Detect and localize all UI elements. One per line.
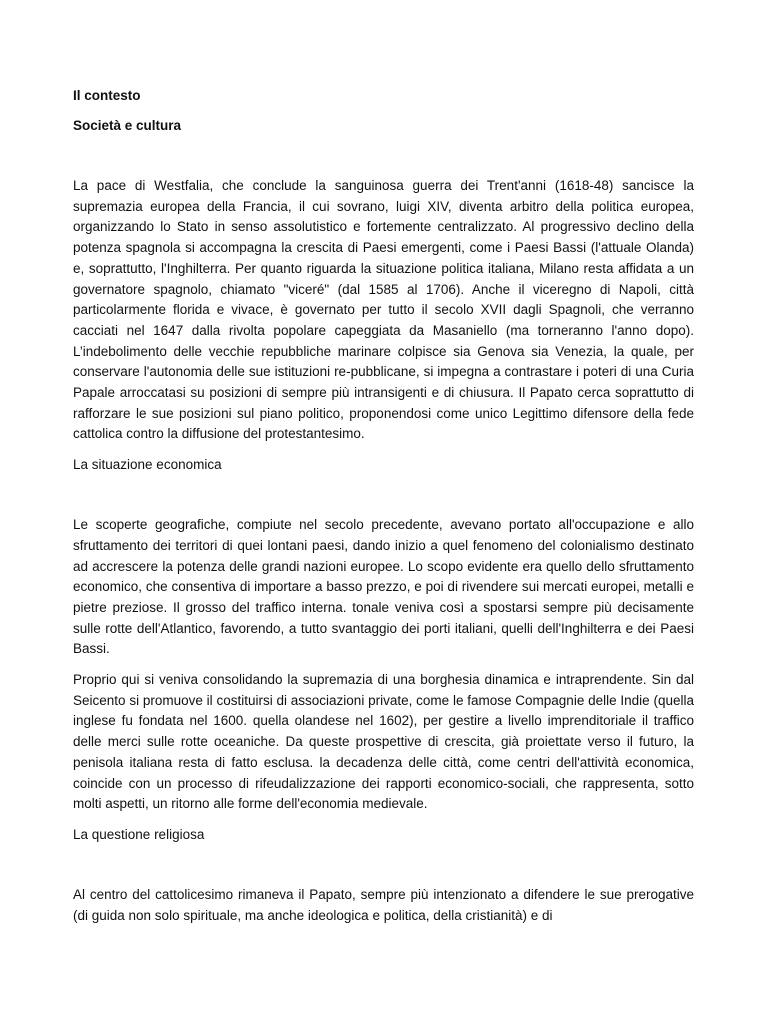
page-title: Il contesto	[73, 88, 141, 103]
document-body	[73, 86, 694, 936]
section-heading-societa: Società e cultura	[73, 118, 182, 133]
paragraph-borghesia: Proprio qui si veniva consolidando la supremazia di una borghesia dinamica e intraprendente. Sin dal Seicento si promuove il costituirsi di associazioni private, come le famose Compagnie delle Indie (quella inglese fu fondata nel 1600. quella olandese nel 1602), per gestire a livello imprenditoriale il traffico delle merci sulle rotte oceaniche. Da queste prospettive di crescita, già proiettate verso il futuro, la penisola italiana resta di fatto esclusa. la decadenza delle città, come centri dell'attività economica, coincide con un processo di rifeudalizzazione dei rapporti economico-sociali, che rappresenta, sotto molti aspetti, un ritorno alle forme dell'economia medievale.	[73, 672, 694, 812]
paragraph-westfalia: La pace di Westfalia, che conclude la sanguinosa guerra dei Trent'anni (1618-48) sancisce la supremazia europea della Francia, il cui sovrano, luigi XIV, diventa arbitro della politica europea, organizzando lo Stato in senso assolutistico e fortemente centralizzato. Al progressivo declino della potenza spagnola si accompagna la crescita di Paesi emergenti, come i Paesi Bassi (l'attuale Olanda) e, soprattutto, l'Inghilterra. Per quanto riguarda la situazione politica italiana, Milano resta affidata a un governatore spagnolo, chiamato "viceré" (dal 1585 al 1706). Anche il viceregno di Napoli, città particolarmente florida e vivace, è governato per tutto il secolo XVII dagli Spagnoli, che verranno cacciati nel 1647 dalla rivolta popolare capeggiata da Masaniello (ma torneranno l'anno dopo). L’indebolimento delle vecchie repubbliche marinare colpisce sia Genova sia Venezia, la quale, per conservare l'autonomia delle sue istituzioni re-pubblicane, si impegna a contrastare i poteri di una Curia Papale arroccatasi su posizioni di sempre più intransigenti e di chiusura. Il Papato cerca soprattutto di rafforzare le sue posizioni sul piano politico, proponendosi come unico Legittimo difensore della fede cattolica contro la diffusione del protestantesimo.	[73, 178, 694, 442]
section-heading-religiosa: La questione religiosa	[73, 826, 205, 842]
section-heading-economica: La situazione economica	[73, 457, 222, 473]
paragraph-scoperte: Le scoperte geografiche, compiute nel secolo precedente, avevano portato all'occupazione e allo sfruttamento dei territori di quei lontani paesi, dando inizio a quel fenomeno del colonialismo destinato ad accrescere la potenza delle grandi nazioni europee. Lo scopo evidente era quello dello sfruttamento economico, che consentiva di importare a basso prezzo, e poi di rivendere sui mercati europei, metalli e pietre preziose. Il grosso del traffico interna. tonale veniva così a spostarsi sempre più decisamente sulle rotte dell'Atlantico, favorendo, a tutto svantaggio dei porti italiani, quelli dell'Inghilterra e dei Paesi Bassi.	[73, 517, 694, 657]
paragraph-papato: Al centro del cattolicesimo rimaneva il Papato, sempre più intenzionato a difendere le sue prerogative (di guida non solo spirituale, ma anche ideologica e politica, della cristianità) e di	[73, 886, 694, 923]
